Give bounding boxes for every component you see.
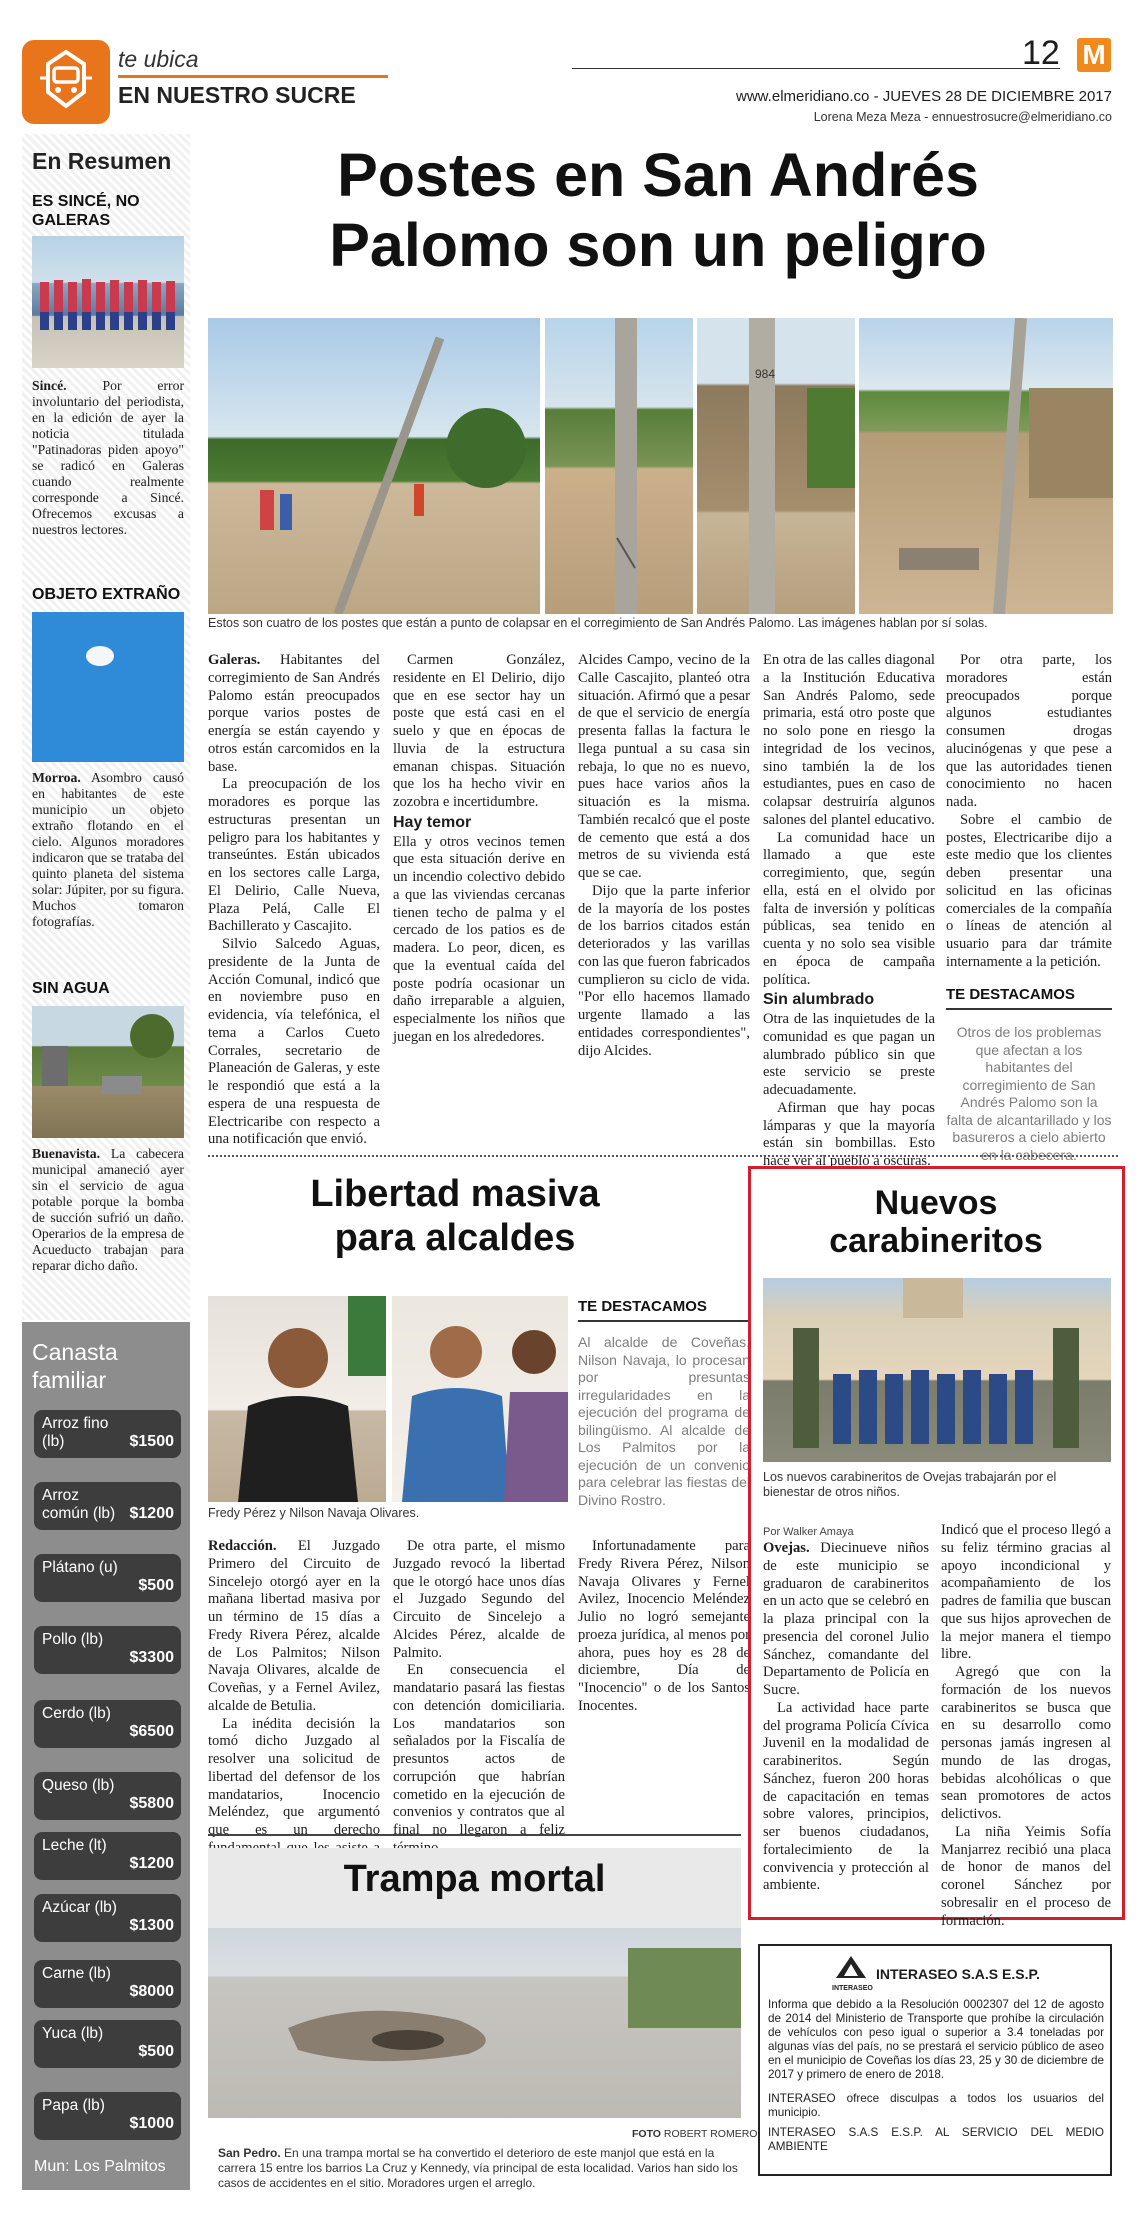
- price-item: [34, 1482, 181, 1530]
- price-item-label: Queso (lb): [42, 1777, 115, 1794]
- resumen-title: En Resumen: [32, 148, 172, 174]
- price-item-label: Azúcar (lb): [42, 1899, 117, 1916]
- water-pump-photo: [32, 1006, 184, 1138]
- section-title: EN NUESTRO SUCRE: [118, 82, 356, 108]
- price-item-label: Carne (lb): [42, 1965, 111, 1982]
- byline: Por Walker Amaya: [763, 1526, 854, 1538]
- price-item-label: Yuca (lb): [42, 2025, 104, 2042]
- price-item: [34, 1554, 181, 1602]
- article-column: En otra de las calles diagonal a la Institución Educativa San Andrés Palomo, sede primaria, está otro poste que no solo pone en riesgo la integridad de los vecinos, sino también la de los estudiantes, pues en caso de colapsar destruiría algunos salones del plantel educativo. La comunidad hace un llamado a que este corregimiento, que, según ella, está en el olvido por falta de inversión y políticas públicas, sea tenido en cuenta y no solo sea visible en época de campaña política. Sin alumbrado Otra de las inquietudes de la comunidad es que pagan un alumbrado público sin que este servicio se preste adecuadamente. Afirman que hay pocas lámparas y que la mayoría están sin bombillas. Esto hace ver al pueblo a oscuras.: [763, 652, 935, 1169]
- interaseo-text: INTERASEO S.A.S E.S.P. AL SERVICIO DEL MEDIO AMBIENTE: [768, 2126, 1104, 2153]
- section-kicker: te ubica: [118, 46, 199, 72]
- nuevos-photo-caption: Los nuevos carabineritos de Ovejas trabajarán por el bienestar de otros niños.: [763, 1470, 1057, 1499]
- subheading: Hay temor: [393, 813, 472, 831]
- fredy-perez-photo: [208, 1296, 386, 1502]
- price-item-label: Arroz fino (lb): [42, 1415, 109, 1450]
- interaseo-title: INTERASEO S.A.S E.S.P.: [876, 1966, 1040, 1982]
- article-column: Alcides Campo, vecino de la Calle Cascajito, planteó otra situación. Afirmó que a pesar de que el servicio de energía presenta fallas la factura le llega puntual a su casa sin rebaja, lo que no es nuevo, pues hace varios años la situación es la misma. También recalcó que el poste de cemento que está a dos metros de su vivienda está que se cae. Dijo que la parte inferior de la mayoría de los postes de los barrios citados están deteriorados y las varillas con las que fueron fabricados cumplieron su ciclo de vida. "Por ello hacemos llamado urgente llamado a las entidades correspondientes", dijo Alcides.: [578, 652, 750, 1059]
- article-column: De otra parte, el mismo Juzgado revocó la libertad que le otorgó hace unos días el Juzgado Segundo del Circuito de Sincelejo a Alcides Pérez, alcalde de Palmito. En consecuencia el mandatario pasará las fiestas con detención domiciliaria. Los mandatarios son señalados por la Fiscalía de presuntos actos de corrupción que habrían cometido en la ejecución de convenios y contratos que al final no llegaron a feliz: [393, 1538, 565, 1838]
- subheading: Sin alumbrado: [763, 991, 875, 1009]
- resumen-text: Morroa. Asombro causó en habitantes de este municipio un objeto extraño flotando en el cielo. Algunos moradores indicaron que se trataba del quinto planeta del sistema solar: Júpiter, por su figura. Muchos tomaron fotografías.: [32, 770, 184, 929]
- price-item-value: $1200: [129, 1855, 174, 1872]
- article-column: Galeras. Habitantes del corregimiento de San Andrés Palomo están preocupados porque varios postes de energía se están cayendo y otros están carcomidos en la base. La preocupación de los moradores es porque las estructuras presentan un peligro para los habitantes y transeúntes. Están ubicados en los sectores calle Larga, El Delirio, Calle Nueva, Plaza Pelá, Calle El Bachillerato y Cascajito. Silvio Salcedo Aguas, presidente de la Junta de Acción Comunal, indicó que en noviembre puso en evidencia, vía telefónica, el tema a Carlos Cueto Corrales, secretario de Planeación de Galeras, y este le respondió que está a la espera de una respuesta de Electricaribe con respecto a una notificación que envió.: [208, 652, 380, 1148]
- location-bus-icon: [22, 40, 110, 124]
- photo-caption: Estos son cuatro de los postes que están a punto de colapsar en el corregimiento de San Andrés Palomo. Las imágenes hablan por sí solas.: [208, 616, 988, 630]
- price-item-label: Arroz común (lb): [42, 1487, 116, 1522]
- street-pole-photo: [208, 318, 540, 614]
- price-item: [34, 1700, 181, 1748]
- photo-credit: FOTO ROBERT ROMERO: [632, 2128, 758, 2140]
- article-column: Por otra parte, los moradores están preocupados porque algunos estudiantes consumen drogas alucinógenas y que pese a que las autoridades tienen conocimiento no hacen nada. Sobre el cambio de postes, Electricaribe dijo a este medio que los clientes deben presentar una solicitud en las oficinas comerciales de la compañía o líneas de atención al usuario para dar trámite internamente a la petición.: [946, 652, 1112, 970]
- pole-number: 984: [755, 367, 776, 381]
- price-item-label: Pollo (lb): [42, 1631, 104, 1648]
- price-item-value: $500: [138, 2043, 174, 2060]
- page-number: 12: [1022, 34, 1060, 72]
- section-logo: [22, 40, 110, 124]
- article-column: Ovejas. Diecinueve niños de este municipio se graduaron de carabineritos en un acto que se celebró en la plaza principal con la presencia del coronel Julio Sánchez, comandante del Departamento de Policía en Sucre. La actividad hace parte del programa Policía Cívica Juvenil en la modalidad de carabineritos. Según Sánchez, fueron 200 horas de capacitación en temas sobre valores, principios, ser buenos ciudadanos, fortalecimiento de la convivencia y protección al ambiente.: [763, 1540, 929, 1894]
- article-column: Redacción. El Juzgado Primero del Circuito de Sincelejo otorgó ayer en la mañana libertad masiva por un término de 15 días a Fredy Rivera Pérez, alcalde de Los Palmitos; Nilson Navaja Olivares, alcalde de Coveñas, y a Fernel Avilez, alcalde de Betulia. La inédita decisión la tomó dicho Juzgado al resolver una solicitud de libertad del defensor de los mandatarios, Inocencio Meléndez, que argumentó que es un derecho: [208, 1538, 380, 1838]
- skaters-photo: [32, 236, 184, 368]
- main-headline: Postes en San Andrés Palomo son un peligro: [329, 141, 987, 279]
- price-item-value: $1000: [129, 2115, 174, 2132]
- highlight-rule: [946, 1008, 1112, 1010]
- libertad-photo-caption: Fredy Pérez y Nilson Navaja Olivares.: [208, 1506, 420, 1520]
- dateline: www.elmeridiano.co - JUEVES 28 DE DICIEMBRE 2017: [736, 88, 1112, 105]
- sky-photo: [32, 612, 184, 762]
- price-item-value: $1300: [129, 1917, 174, 1934]
- price-item-label: Leche (lt): [42, 1837, 107, 1854]
- trampa-headline: Trampa mortal: [343, 1858, 606, 1900]
- price-item: [34, 1626, 181, 1674]
- article-column: Infortunadamente para Fredy Rivera Pérez, Nilson Navaja Olivares y Fernel Avilez, Inocencio Meléndez Julio no logró semejante proeza jurídica, al menos por ahora, pues hoy es 28 de diciembre, Día de "Inocencio" o de los Santos Inocentes.: [578, 1538, 750, 1714]
- section-divider: [208, 1155, 1118, 1157]
- resumen-heading: ES SINCÉ, NO GALERAS: [32, 193, 140, 229]
- author-credit: Lorena Meza Meza - ennuestrosucre@elmeridiano.co: [813, 110, 1112, 124]
- resumen-heading: SIN AGUA: [32, 980, 110, 997]
- section-rule: [208, 1834, 741, 1836]
- price-item: [34, 2020, 181, 2068]
- price-item-value: $6500: [129, 1723, 174, 1740]
- trampa-caption: San Pedro. En una trampa mortal se ha convertido el deterioro de este manjol que está en la carrera 15 entre los barrios La Cruz y Kennedy, vía principal de esta localidad. Varios han sido los casos de accidentes en el sitio. Moradores urgen el arreglo.: [218, 2146, 738, 2190]
- price-item-label: Papa (lb): [42, 2097, 105, 2114]
- libertad-headline: Libertad masiva para alcaldes: [310, 1173, 600, 1259]
- price-item-value: $5800: [129, 1795, 174, 1812]
- article-column: Carmen González, residente en El Delirio, dijo que en ese sector hay un poste que está casi en el suelo y que en épocas de lluvia de la estructura emanan chispas. Situación que los ha hecho vivir en zozobra e incertidumbre. Hay temor Ella y otros vecinos temen que esta situación derive en un incendio colectivo debido a que las viviendas cercanas tienen techo de palma y el cercado de los patios es de madera. Lo peor, dicen, es que la eventual caída del poste podría ocasionar un daño irreparable a alguien, especialmente los niños que juegan en los alrededores.: [393, 652, 565, 1045]
- resumen-text: Sincé. Por error involuntario del periodista, en la edición de ayer la noticia titulada "Patinadoras piden apoyo" se radicó en Galeras cuando realmente corresponde a Sincé. Ofrecemos excusas a nuestros lectores.: [32, 378, 184, 537]
- nilson-navaja-photo: [392, 1296, 568, 1502]
- interaseo-text: Informa que debido a la Resolución 0002307 del 12 de agosto de 2014 del Ministerio de Transporte que prohíbe la circulación de vehículos con peso igual o superior a 3.4 toneladas por algunas vías del país, no se prestará el servicio público de aseo en el municipio de Coveñas los días 23, 25 y 30 de diciembre de 2017 y primero de enero de 2018.: [768, 1998, 1104, 2081]
- price-item-value: $3300: [129, 1649, 174, 1666]
- price-item: [34, 1960, 181, 2008]
- price-item-value: $500: [138, 1577, 174, 1594]
- price-item-label: Cerdo (lb): [42, 1705, 111, 1722]
- highlight-title: TE DESTACAMOS: [578, 1298, 707, 1315]
- nuevos-headline: Nuevos carabineritos: [829, 1184, 1043, 1260]
- price-item-value: $1500: [129, 1433, 174, 1450]
- price-item: [34, 1410, 181, 1458]
- resumen-heading: OBJETO EXTRAÑO: [32, 586, 181, 603]
- municipio-label: Mun: Los Palmitos: [34, 2158, 166, 2175]
- roadside-pole-photo: [859, 318, 1113, 614]
- resumen-text: Buenavista. La cabecera municipal amaneció ayer sin el servicio de agua potable porque la bomba de succión sufrió un daño. Operarios de la empresa de Acueducto trabajan para reparar dicho daño.: [32, 1146, 184, 1273]
- highlight-text: Otros de los problemas que afectan a los habitantes del corregimiento de San Andrés Palomo son la falta de alcantarillado y los basureros a cielo abierto en la cabecera.: [946, 1024, 1112, 1163]
- carabineritos-photo: [763, 1278, 1111, 1462]
- price-item: [34, 1772, 181, 1820]
- highlight-rule: [578, 1320, 750, 1322]
- price-item: [34, 1832, 181, 1880]
- price-item: [34, 2092, 181, 2140]
- section-underline: [118, 75, 388, 78]
- interaseo-logo: INTERASEO: [832, 1954, 870, 1988]
- manhole-photo: [208, 1928, 741, 2118]
- interaseo-text: INTERASEO ofrece disculpas a todos los usuarios del municipio.: [768, 2092, 1104, 2119]
- highlight-text: Al alcalde de Coveñas, Nilson Navaja, lo procesan por presuntas irregularidades en la ejecución del programa de bilingüismo. Al alcalde de Los Palmitos por la ejecución de un convenio para celebrar las fiestas del Divino Rostro.: [578, 1334, 750, 1508]
- price-item-label: Plátano (u): [42, 1559, 118, 1576]
- brand-logo: M: [1077, 38, 1111, 72]
- canasta-title: Canasta familiar: [32, 1339, 118, 1393]
- cracked-pole-photo: [545, 318, 693, 614]
- article-column: Indicó que el proceso llegó a su feliz término gracias al apoyo incondicional y acompañamiento de los padres de familia que buscan que sus hijos aprovechen de la mejor manera el tiempo libre. Agregó que con la formación de los nuevos carabineritos se busca que en su desarrollo como personas jamás ingresen al mundo de las drogas, bebidas alcohólicas o que sean promotores de actos delictivos. La niña Yeimis Sofía Manjarrez recibió una placa de honor de manos del coronel Sánchez por sobresalir en el proceso de formación.: [941, 1522, 1111, 1929]
- price-item-value: $8000: [129, 1983, 174, 2000]
- highlight-title: TE DESTACAMOS: [946, 986, 1075, 1003]
- fenced-pole-photo: [697, 318, 855, 614]
- price-item: [34, 1894, 181, 1942]
- price-item-value: $1200: [129, 1505, 174, 1522]
- header-rule: [572, 68, 1060, 69]
